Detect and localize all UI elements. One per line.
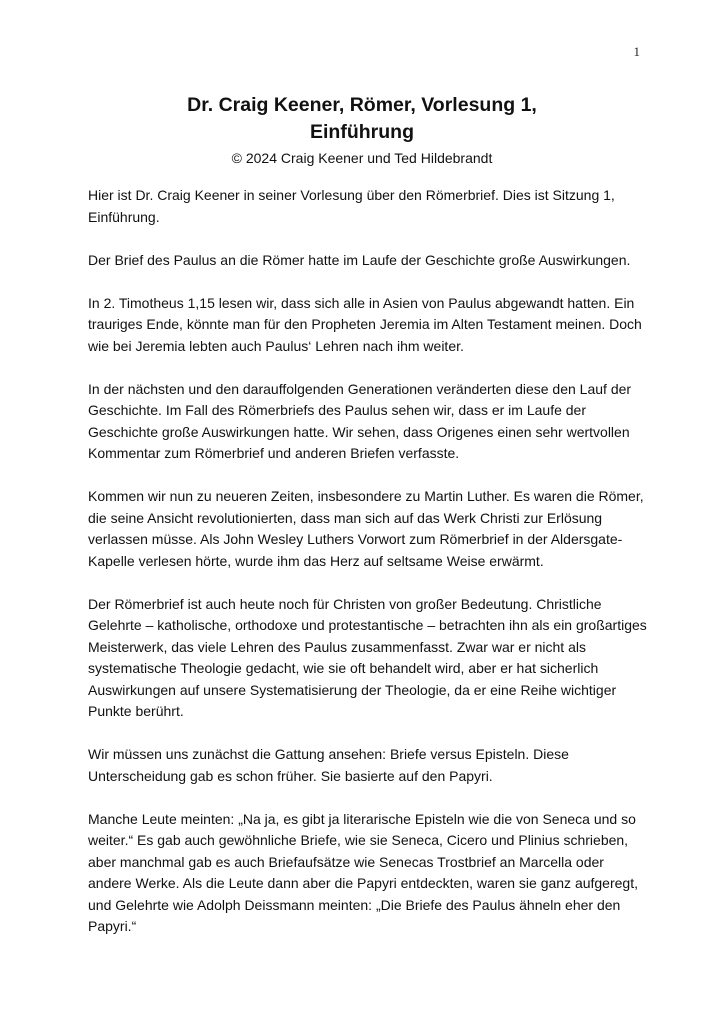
title-line-1: Dr. Craig Keener, Römer, Vorlesung 1, [187, 94, 537, 116]
document-body [88, 185, 648, 938]
paragraph-2: Der Brief des Paulus an die Römer hatte im Laufe der Geschichte große Auswirkungen. [88, 251, 631, 268]
copyright-notice: © 2024 Craig Keener und Ted Hildebrandt [231, 150, 493, 166]
paragraph-3: In 2. Timotheus 1,15 lesen wir, dass sich alle in Asien von Paulus abgewandt hatten. Ein trauriges Ende, könnte man für den Propheten Jeremia im Alten Testament meinen. Doch wie bei Jeremia lebten auch Paulus‘ Lehren nach ihm weiter. [88, 294, 642, 354]
paragraph-4: In der nächsten und den darauffolgenden Generationen veränderten diese den Lauf der Geschichte. Im Fall des Römerbriefs des Paulus sehen wir, dass er im Laufe der Geschichte große Auswirkungen hatte. Wir sehen, dass Origenes einen sehr wertvollen Kommentar zum Römerbrief und anderen Briefen verfasste. [88, 380, 632, 461]
paragraph-8: Manche Leute meinten: „Na ja, es gibt ja literarische Episteln wie die von Seneca und so weiter.“ Es gab auch gewöhnliche Briefe, wie sie Seneca, Cicero und Plinius schrieben, aber manchmal gab es auch Briefaufsätze wie Senecas Trostbrief an Marcella oder andere Werke. Als die Leute dann aber die Papyri entdeckten, waren sie ganz aufgeregt, und Gelehrte wie Adolph Deissmann meinten: „Die Briefe des Paulus ähneln eher den Papyri.“ [88, 810, 638, 934]
paragraph-1: Hier ist Dr. Craig Keener in seiner Vorlesung über den Römerbrief. Dies ist Sitzung 1, Einführung. [88, 187, 615, 225]
document-title [0, 92, 724, 146]
title-line-2: Einführung [310, 121, 414, 143]
paragraph-6: Der Römerbrief ist auch heute noch für Christen von großer Bedeutung. Christliche Gelehrte – katholische, orthodoxe und protestantische – betrachten ihn als ein großartiges Meisterwerk, das viele Lehren des Paulus zusammenfasst. Zwar war er nicht als systematische Theologie gedacht, wie sie oft behandelt wird, aber er hat sicherlich Auswirkungen auf unsere Systematisierung der Theologie, da er eine Reihe wichtiger Punkte berührt. [88, 595, 647, 719]
page-number: 1 [633, 44, 640, 59]
paragraph-5: Kommen wir nun zu neueren Zeiten, insbesondere zu Martin Luther. Es waren die Römer, die seine Ansicht revolutionierten, dass man sich auf das Werk Christi zur Erlösung verlassen müsse. Als John Wesley Luthers Vorwort zum Römerbrief in der Aldersgate-Kapelle verlesen hörte, wurde ihm das Herz auf seltsame Weise erwärmt. [88, 488, 644, 569]
paragraph-7: Wir müssen uns zunächst die Gattung ansehen: Briefe versus Episteln. Diese Unterscheidung gab es schon früher. Sie basierte auf den Papyri. [88, 746, 569, 784]
